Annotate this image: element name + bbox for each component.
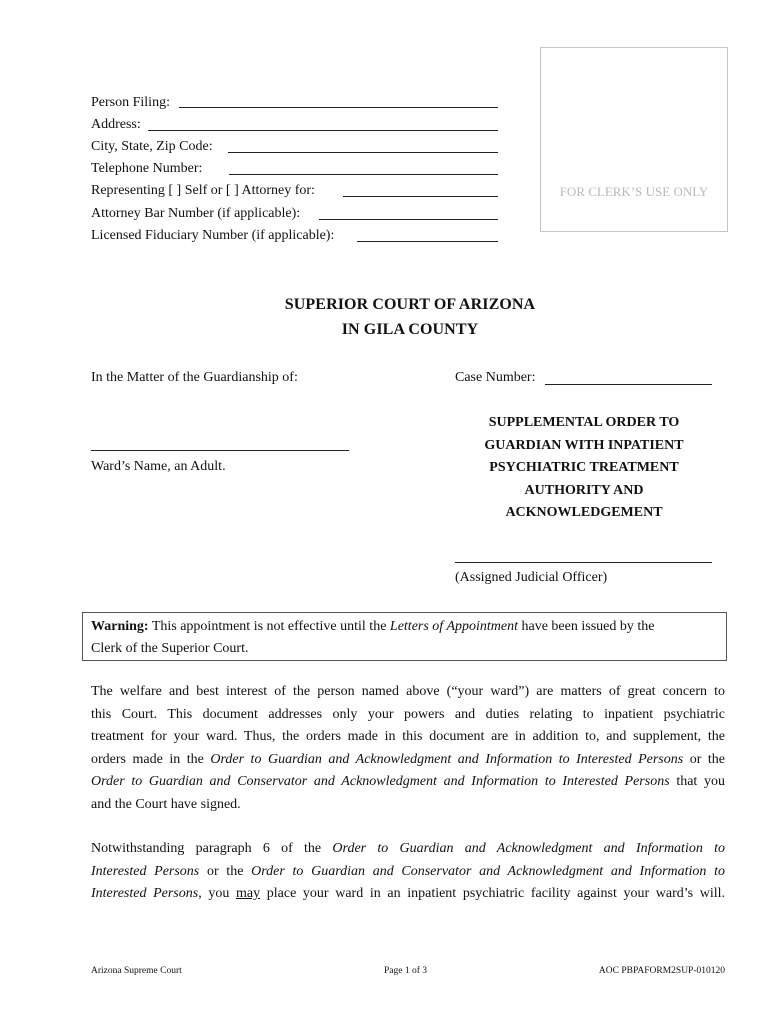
court-county: IN GILA COUNTY [341, 321, 479, 338]
fiduciary-number-label: Licensed Fiduciary Number (if applicable): [91, 228, 335, 243]
order-title-line: SUPPLEMENTAL ORDER TO [488, 415, 680, 430]
ward-name-label: Ward’s Name, an Adult. [91, 459, 226, 474]
court-name: SUPERIOR COURT OF ARIZONA [284, 296, 536, 313]
paragraph-text: or the [683, 751, 725, 767]
paragraph-line [91, 749, 725, 772]
order-title [455, 412, 713, 525]
order-title-line: PSYCHIATRIC TREATMENT [489, 460, 679, 475]
paragraph-welfare [91, 681, 725, 816]
warning-line-2: Clerk of the Superior Court. [91, 640, 249, 656]
person-filing-label: Person Filing: [91, 95, 170, 110]
order-title-line: GUARDIAN WITH INPATIENT [484, 437, 684, 453]
fiduciary-number-field[interactable] [357, 241, 498, 242]
case-number-field[interactable] [545, 384, 712, 385]
case-number-label: Case Number: [455, 370, 536, 385]
address-label: Address: [91, 117, 141, 132]
representing-label: Representing [ ] Self or [ ] Attorney for: [91, 183, 315, 198]
warning-line-1 [91, 616, 718, 638]
paragraph-text: , you [198, 886, 236, 901]
clerk-use-label: FOR CLERK’S USE ONLY [559, 184, 709, 199]
bar-number-field[interactable] [319, 219, 498, 220]
warning-text: This appointment is not effective until the [148, 619, 390, 634]
may-emphasis: may [236, 886, 261, 901]
paragraph-text: orders made in the [91, 751, 211, 767]
paragraph-text: place your ward in an inpatient psychiatric facility against your ward’s will. [260, 886, 726, 901]
person-filing-field[interactable] [179, 107, 498, 108]
paragraph-line [91, 771, 725, 794]
footer-form-code: AOC PBPAFORM2SUP-010120 [598, 966, 725, 976]
order-reference: Interested Persons [91, 886, 199, 901]
order-reference: Order to Guardian and Conservator and Acknowledgment and Information to [251, 863, 725, 879]
paragraph-text: Notwithstanding paragraph 6 of the [91, 841, 333, 856]
paragraph-line [91, 861, 725, 884]
footer-page-number: Page 1 of 3 [384, 966, 428, 976]
order-title-line: AUTHORITY AND [524, 482, 644, 498]
attorney-for-field[interactable] [343, 196, 498, 197]
footer-court: Arizona Supreme Court [91, 966, 182, 976]
paragraph-text: that you [669, 774, 725, 789]
order-title-line: ACKNOWLEDGEMENT [505, 505, 663, 520]
letters-of-appointment: Letters of Appointment [389, 619, 518, 634]
city-state-zip-label: City, State, Zip Code: [91, 139, 213, 154]
paragraph-line [91, 883, 725, 906]
matter-label: In the Matter of the Guardianship of: [91, 370, 298, 385]
judicial-officer-label: (Assigned Judicial Officer) [455, 570, 608, 585]
paragraph-line: this Court. This document addresses only your powers and duties relating to inpatient psychiatric [91, 706, 725, 722]
order-reference: Order to Guardian and Acknowledgment and Information to Interested Persons [210, 751, 684, 767]
order-reference: Interested Persons [91, 863, 200, 879]
order-reference: Order to Guardian and Conservator and Acknowledgment and Information to Interested Persons [91, 774, 670, 789]
paragraph-line [91, 838, 725, 861]
telephone-label: Telephone Number: [91, 161, 203, 176]
judicial-officer-field[interactable] [455, 562, 712, 563]
paragraph-line: The welfare and best interest of the person named above (“your ward”) are matters of great concern to [91, 684, 725, 699]
clerk-use-box [540, 47, 728, 232]
paragraph-line: and the Court have signed. [91, 796, 241, 812]
warning-box [82, 612, 727, 661]
address-field[interactable] [148, 130, 498, 131]
order-reference: Order to Guardian and Acknowledgment and Information to [332, 841, 725, 856]
paragraph-line: treatment for your ward. Thus, the orders made in this document are in addition to, and supplement, the [91, 729, 725, 744]
paragraph-notwithstanding [91, 838, 725, 906]
warning-text: have been issued by the [518, 619, 655, 634]
warning-label: Warning: [91, 619, 149, 634]
city-state-zip-field[interactable] [228, 152, 498, 153]
bar-number-label: Attorney Bar Number (if applicable): [91, 206, 301, 221]
paragraph-text: or the [199, 863, 252, 879]
ward-name-field[interactable] [91, 450, 349, 451]
telephone-field[interactable] [229, 174, 498, 175]
